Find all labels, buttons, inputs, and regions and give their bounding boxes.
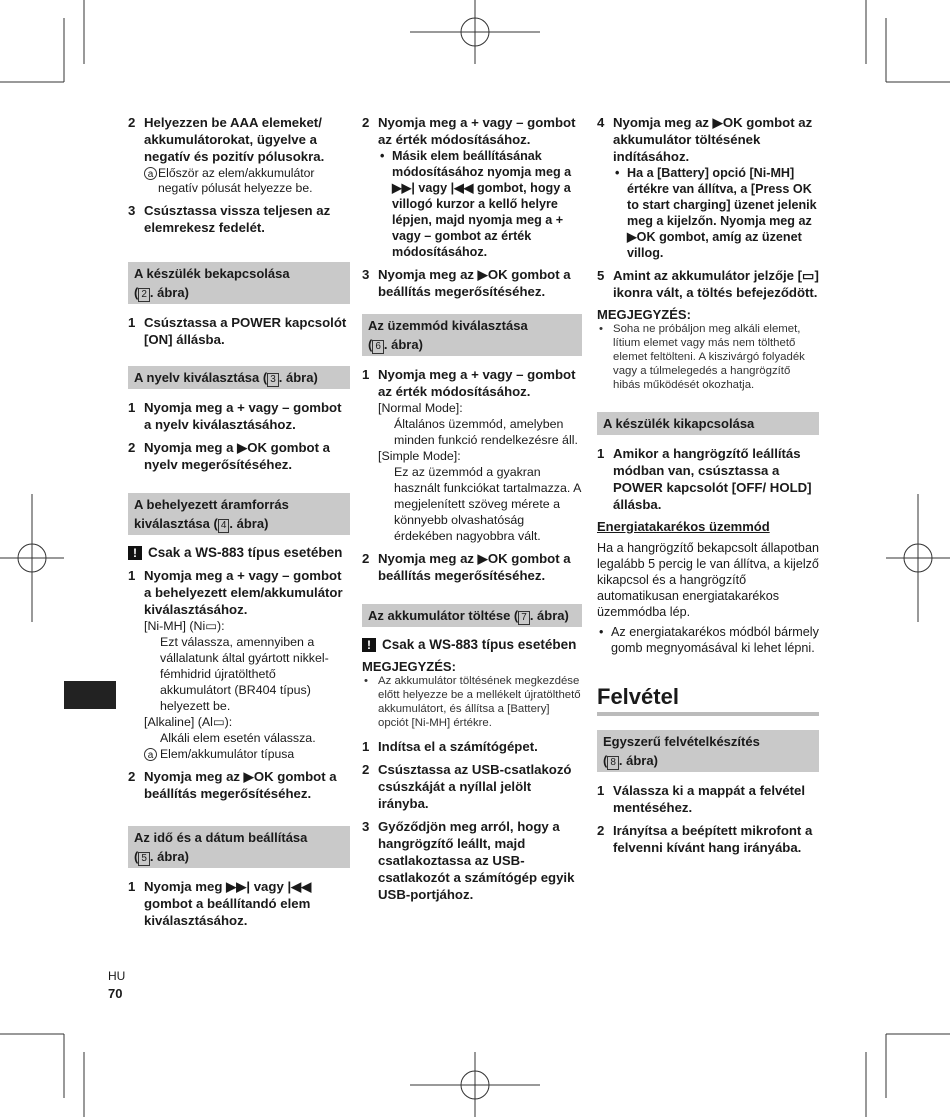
step: 2 Helyezzen be AAA elemeket/ akkumulátorokat, ügyelve a negatív és pozitív pólusokra. a Először az elem/akkumulátor negatív pólusát helyezze be. <box>128 114 350 196</box>
section-box: A készülék bekapcsolása ( 2 . ábra) <box>128 262 350 304</box>
step: 2 Nyomja meg a + vagy – gombot az érték módosításához. • Másik elem beállításának módosításához nyomja meg a ▶▶| vagy |◀◀ gombot, hogy a villogó kurzor a kellő helyre lépjen, majd nyomja meg a + vagy – gombot az érték módosításához. <box>362 114 582 260</box>
bullet: • Másik elem beállításának módosításához nyomja meg a ▶▶| vagy |◀◀ gombot, hogy a villogó kurzor a kellő helyre lépjen, majd nyomja meg a + vagy – gombot az érték módosításához. <box>380 149 572 259</box>
warning: ! Csak a WS-883 típus esetében <box>128 545 350 561</box>
step: 5 Amint az akkumulátor jelzője [▭] ikonra vált, a töltés befejeződött. <box>597 268 819 300</box>
page-footer <box>108 968 125 1002</box>
note-text: • Soha ne próbáljon meg alkáli elemet, lítium elemet vagy más nem tölthető elemet feltölteni. A kiszivárgó folyadék vagy a túlmelegedés a hangrögzítő hibás működését okozhatja. <box>599 323 805 391</box>
subheading: Energiatakarékos üzemmód <box>597 519 770 534</box>
section-box: Az üzemmód kiválasztása ( 6 . ábra) <box>362 314 582 356</box>
section-box: A behelyezett áramforrás kiválasztása ( 4 . ábra) <box>128 493 350 535</box>
step: 2 Nyomja meg az ▶OK gombot a beállítás megerősítéséhez. <box>128 769 337 801</box>
step: 1 Csúsztassa a POWER kapcsolót [ON] állásba. <box>128 315 347 347</box>
step: 1 Nyomja meg a + vagy – gombot a nyelv kiválasztásához. <box>128 400 342 432</box>
step: 2 Csúsztassa az USB-csatlakozó csúszkáját a nyíllal jelölt irányba. <box>362 762 572 811</box>
step: 3 Csúsztassa vissza teljesen az elemrekesz fedelét. <box>128 203 331 235</box>
note-heading: MEGJEGYZÉS: <box>362 659 456 674</box>
step: 1 Nyomja meg a + vagy – gombot a behelyezett elem/akkumulátor kiválasztásához. [Ni-MH] (Ni▭): Ezt válassza, amennyiben a vállalatunk által gyártott nikkel-fémhidrid újratölthető akkumulátort (BR404 típus) helyezett be. [Alkaline] (Al▭): Alkáli elem esetén válassza. a Elem/akkumulátor típusa <box>128 567 350 762</box>
chapter-tab <box>64 681 116 709</box>
section-box: Egyszerű felvételkészítés ( 8 . ábra) <box>597 730 819 772</box>
paragraph: Ha a hangrögzítő bekapcsolt állapotban legalább 5 percig le van állítva, a kijelző kikapcsol és a hangrögzítő automatikusan energiatakarékos üzemmódba lép. <box>597 541 819 619</box>
option: [Normal Mode]: Általános üzemmód, amelyben minden funkció rendelkezésre áll. [Simple Mode]: Ez az üzemmód a gyakran használt funkciókat tartalmazza. A megjelenített szöveg mérete a könnyebb olvashatóság érdekében nagyobbra vált. <box>378 401 581 543</box>
bullet: • Ha a [Battery] opció [Ni-MH] értékre van állítva, a [Press OK to start charging] üzenet jelenik meg a kijelzőn. Nyomja meg az ▶OK gombot, amíg az üzenet villog. <box>615 166 817 260</box>
note: a Először az elem/akkumulátor negatív pólusát helyezze be. <box>144 166 350 196</box>
step: 1 Amikor a hangrögzítő leállítás módban van, csúsztassa a POWER kapcsolót [OFF/ HOLD] állásba. <box>597 446 812 512</box>
step: 3 Győződjön meg arról, hogy a hangrögzítő leállt, majd csatlakoztassa az USB-csatlakozót a számítógép egyik USB-portjához. <box>362 819 575 902</box>
bullet: • Az energiatakarékos módból bármely gomb megnyomásával ki lehet lépni. <box>599 625 819 655</box>
right-column <box>597 114 819 862</box>
note: a Elem/akkumulátor típusa <box>144 747 350 762</box>
warning-icon: ! <box>128 546 142 560</box>
step: 2 Irányítsa a beépített mikrofont a felvenni kívánt hang irányába. <box>597 823 813 855</box>
section-box: A nyelv kiválasztása ( 3 . ábra) <box>128 366 350 389</box>
note-text: • Az akkumulátor töltésének megkezdése előtt helyezze be a mellékelt újratölthető akkumulátort, és állítsa a [Battery] opciót [Ni-MH] értékre. <box>364 675 581 729</box>
language-code: HU <box>108 969 126 983</box>
section-box: Az akkumulátor töltése ( 7 . ábra) <box>362 604 582 627</box>
page-number: 70 <box>108 986 123 1001</box>
step: 1 Nyomja meg a + vagy – gombot az érték módosításához. [Normal Mode]: Általános üzemmód, amelyben minden funkció rendelkezésre áll. [Simple Mode]: Ez az üzemmód a gyakran használt funkciókat tartalmazza. A megjelenített szöveg mérete a könnyebb olvashatóság érdekében nagyobbra vált. <box>362 367 581 543</box>
step: 1 Nyomja meg ▶▶| vagy |◀◀ gombot a beállítandó elem kiválasztásához. <box>128 879 312 928</box>
warning-icon: ! <box>362 638 376 652</box>
warning: ! Csak a WS-883 típus esetében <box>362 637 582 653</box>
option: [Ni-MH] (Ni▭): Ezt válassza, amennyiben a vállalatunk által gyártott nikkel-fémhidrid újratölthető akkumulátort (BR404 típus) helyezett be. [Alkaline] (Al▭): Alkáli elem esetén válassza. <box>144 619 329 745</box>
step: 4 Nyomja meg az ▶OK gombot az akkumulátor töltésének indításához. • Ha a [Battery] opció [Ni-MH] értékre van állítva, a [Press OK to start charging] üzenet jelenik meg a kijelzőn. Nyomja meg az ▶OK gombot, amíg az üzenet villog. <box>597 114 819 261</box>
middle-column <box>362 114 582 909</box>
left-column <box>128 114 350 935</box>
step: 3 Nyomja meg az ▶OK gombot a beállítás megerősítéséhez. <box>362 267 571 299</box>
step: 1 Válassza ki a mappát a felvétel mentéséhez. <box>597 783 806 815</box>
section-box: A készülék kikapcsolása <box>597 412 819 435</box>
step: 2 Nyomja meg a ▶OK gombot a nyelv megerősítéséhez. <box>128 440 331 472</box>
section-title: Felvétel <box>597 684 819 716</box>
step: 1 Indítsa el a számítógépet. <box>362 739 538 754</box>
step: 2 Nyomja meg az ▶OK gombot a beállítás megerősítéséhez. <box>362 551 571 583</box>
note-heading: MEGJEGYZÉS: <box>597 307 691 322</box>
section-box: Az idő és a dátum beállítása ( 5 . ábra) <box>128 826 350 868</box>
